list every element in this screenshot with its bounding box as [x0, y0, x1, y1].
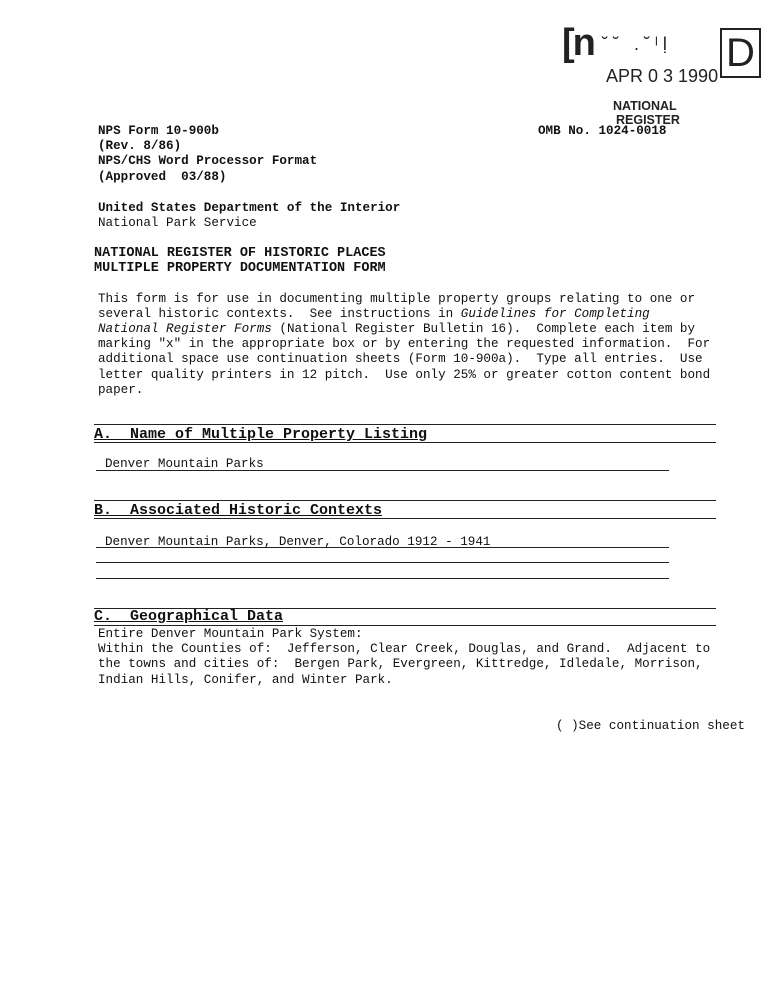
instructions-line7: paper.: [98, 383, 144, 397]
historic-context-value: Denver Mountain Parks, Denver, Colorado 1912 - 1941: [105, 535, 491, 549]
guidelines-reference: Guidelines for Completing: [460, 307, 650, 321]
omb-number: OMB No. 1024-0018: [538, 124, 667, 138]
received-stamp-date: APR 0 3 1990: [606, 66, 719, 86]
geo-data-line2: Within the Counties of: Jefferson, Clear Creek, Douglas, and Grand. Adjacent to: [98, 642, 711, 656]
instructions-line3-text: (National Register Bulletin 16). Complete each item by: [271, 322, 696, 336]
geo-data-line1: Entire Denver Mountain Park System:: [98, 627, 363, 641]
instructions-line6: letter quality printers in 12 pitch. Use only 25% or greater cotton content bond: [98, 368, 711, 382]
form-revision: (Rev. 8/86): [98, 139, 182, 153]
form-title-line1: NATIONAL REGISTER OF HISTORIC PLACES: [94, 246, 386, 261]
form-approved: (Approved 03/88): [98, 170, 227, 184]
instructions-line2-text: several historic contexts. See instructions in: [98, 307, 461, 321]
received-stamp-register: REGISTER: [616, 113, 680, 127]
received-stamp-letter-left: [n: [562, 22, 594, 64]
received-stamp-marks: ˘ ˘ . ˘ ˡ ḷ: [602, 34, 667, 54]
section-c-bottom-rule: [94, 625, 716, 626]
instructions-line4: marking "x" in the appropriate box or by entering the requested information. For: [98, 337, 711, 351]
form-number: NPS Form 10-900b: [98, 124, 219, 138]
section-b-top-rule: [94, 500, 716, 501]
instructions-line5: additional space use continuation sheets (Form 10-900a). Type all entries. Use: [98, 352, 703, 366]
multiple-property-name-value: Denver Mountain Parks: [105, 457, 264, 471]
received-stamp-national: NATIONAL: [613, 99, 677, 113]
section-c-heading: C. Geographical Data: [94, 608, 284, 625]
section-a-heading: A. Name of Multiple Property Listing: [94, 426, 428, 443]
section-b-entry-line-3: [96, 578, 669, 579]
section-b-heading: B. Associated Historic Contexts: [94, 502, 383, 519]
section-b-entry-line-2: [96, 562, 669, 563]
continuation-sheet-checkbox[interactable]: ( )See continuation sheet: [556, 719, 745, 733]
section-a-top-rule: [94, 424, 716, 425]
section-a-bottom-rule: [94, 442, 716, 443]
section-b-bottom-rule: [94, 518, 716, 519]
received-stamp-letter-right: D: [720, 28, 761, 78]
form-format: NPS/CHS Word Processor Format: [98, 154, 318, 168]
instructions-line1: This form is for use in documenting multiple property groups relating to one or: [98, 292, 696, 306]
form-title-line2: MULTIPLE PROPERTY DOCUMENTATION FORM: [94, 261, 386, 276]
instructions-line2: [98, 307, 650, 323]
instructions-line3: [98, 322, 695, 338]
national-register-forms-reference: National Register Forms: [98, 322, 272, 336]
geo-data-line3: the towns and cities of: Bergen Park, Evergreen, Kittredge, Idledale, Morrison,: [98, 657, 703, 671]
geo-data-line4: Indian Hills, Conifer, and Winter Park.: [98, 673, 393, 687]
agency-name: United States Department of the Interior: [98, 201, 401, 215]
section-b-entry-line-1: [96, 547, 669, 548]
service-name: National Park Service: [98, 216, 257, 230]
section-a-entry-line: [96, 470, 669, 471]
